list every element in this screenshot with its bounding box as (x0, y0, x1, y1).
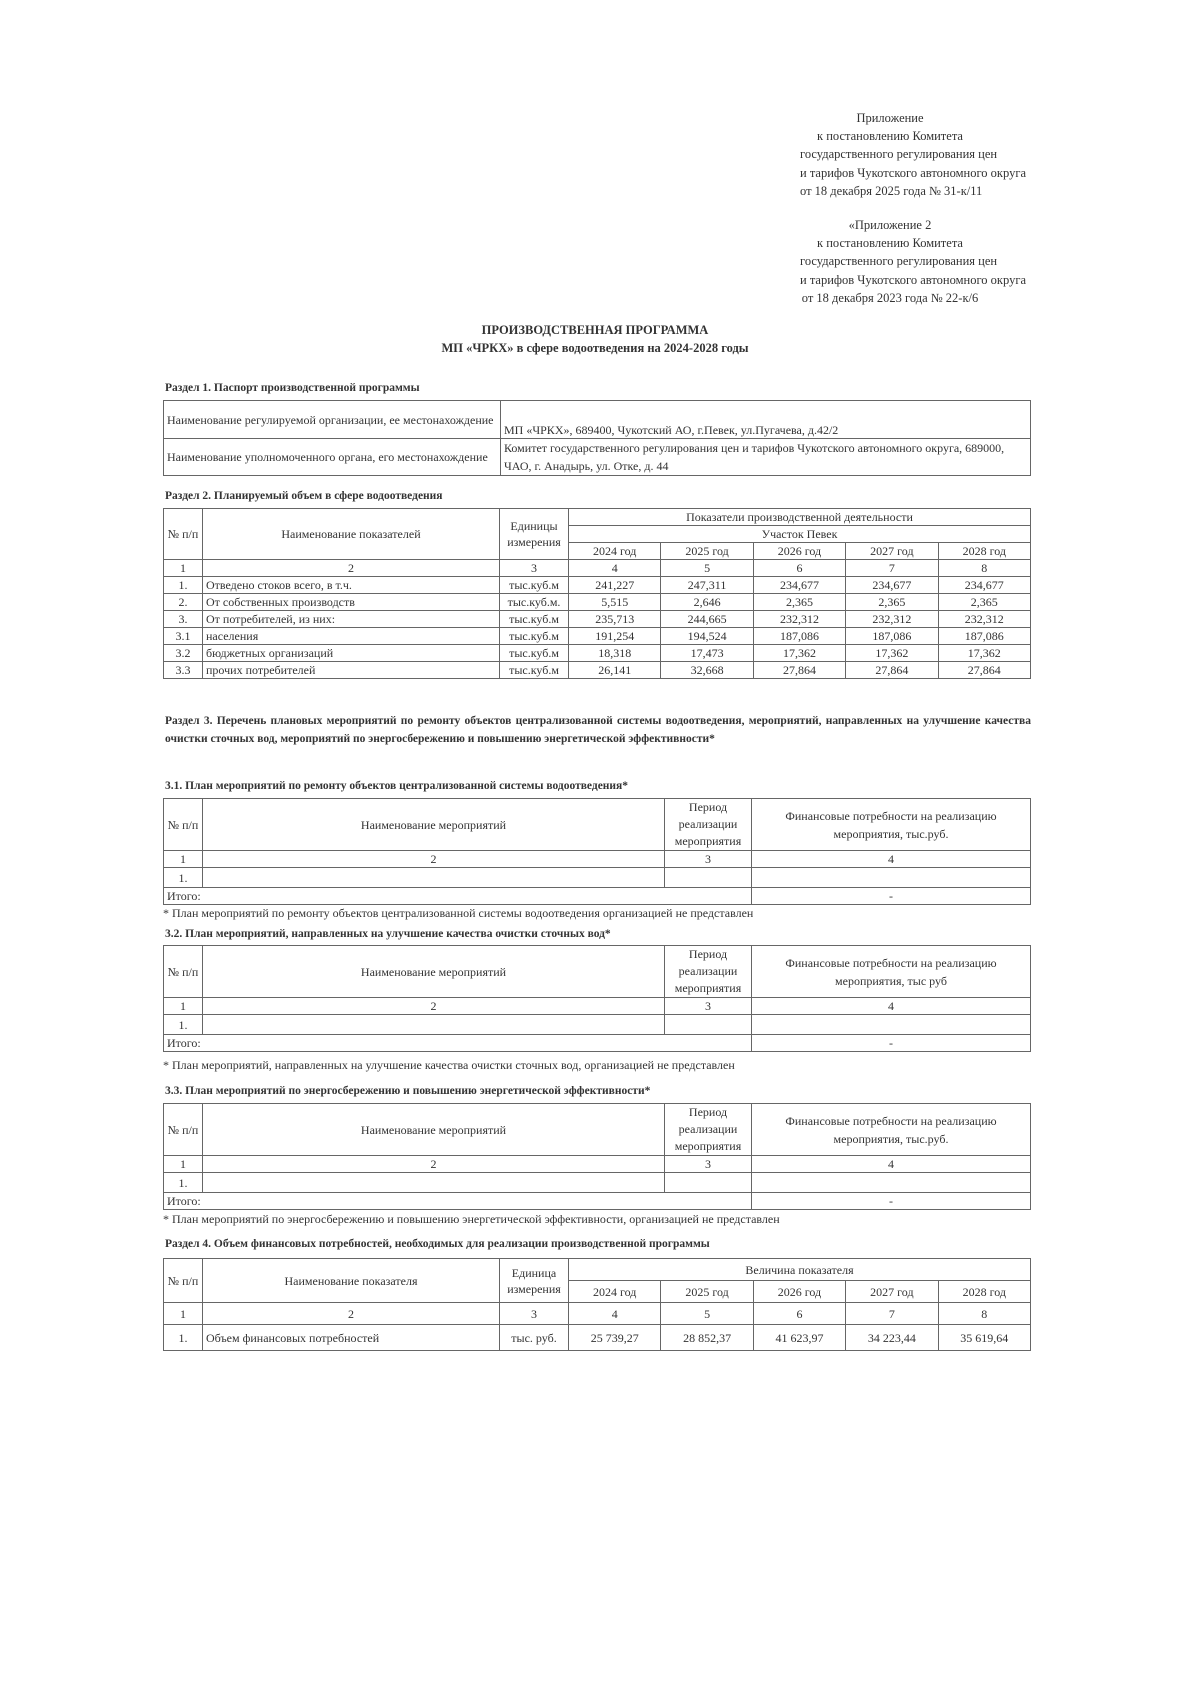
measures-table (163, 798, 1031, 905)
cell: 34 223,44 (846, 1325, 938, 1351)
column-number: 3 (665, 1156, 752, 1173)
cell: 35 619,64 (938, 1325, 1030, 1351)
column-number: 2 (203, 560, 500, 577)
cell: 187,086 (753, 628, 845, 645)
cell: МП «ЧРКХ», 689400, Чукотский АО, г.Певек, ул.Пугачева, д.42/2 (501, 401, 1031, 439)
column-number: 1 (164, 1156, 203, 1173)
column-number: 6 (753, 1303, 845, 1325)
total-value: - (752, 1035, 1031, 1052)
table-row (164, 662, 1031, 679)
cell: 2,646 (661, 594, 753, 611)
title-line: ПРОИЗВОДСТВЕННАЯ ПРОГРАММА (481, 323, 709, 337)
table-row (164, 645, 1031, 662)
year-header: 2027 год (846, 1281, 938, 1303)
cell: 2. (164, 594, 203, 611)
column-number: 1 (164, 851, 203, 868)
cell: 2,365 (846, 594, 938, 611)
year-header: 2024 год (569, 1281, 661, 1303)
cell: 232,312 (938, 611, 1030, 628)
section4-heading: Раздел 4. Объем финансовых потребностей, необходимых для реализации производственной программы (165, 1238, 710, 1250)
column-number: 2 (203, 851, 665, 868)
header-cell: № п/п (164, 946, 203, 998)
cell: тыс.куб.м (500, 662, 569, 679)
header-cell: Участок Певек (569, 526, 1031, 543)
cell: 2,365 (938, 594, 1030, 611)
column-number: 5 (661, 560, 753, 577)
column-number: 2 (203, 998, 665, 1015)
cell: 191,254 (569, 628, 661, 645)
cell: 194,524 (661, 628, 753, 645)
column-number: 3 (665, 998, 752, 1015)
cell: 1. (164, 868, 203, 888)
cell: 187,086 (938, 628, 1030, 645)
year-header: 2025 год (661, 1281, 753, 1303)
cell: От собственных производств (203, 594, 500, 611)
cell: 28 852,37 (661, 1325, 753, 1351)
appendix-line: от 18 декабря 2025 года № 31-к/11 (800, 183, 983, 198)
column-number: 4 (752, 1156, 1031, 1173)
cell (665, 1015, 752, 1035)
appendix-line: от 18 декабря 2023 года № 22-к/6 (801, 290, 979, 305)
header-cell: Величина показателя (569, 1259, 1031, 1281)
cell (203, 868, 665, 888)
passport-table (163, 400, 1031, 476)
appendix-line: «Приложение 2 (848, 218, 932, 232)
cell: 232,312 (846, 611, 938, 628)
column-number: 1 (164, 998, 203, 1015)
finance-table (163, 1258, 1031, 1351)
table-row (164, 628, 1031, 645)
cell: 234,677 (753, 577, 845, 594)
cell: Наименование уполномоченного органа, его местонахождение (164, 439, 501, 476)
cell: 27,864 (753, 662, 845, 679)
cell: 17,362 (753, 645, 845, 662)
footnote: * План мероприятий по ремонту объектов централизованной системы водоотведения организацией не представлен (163, 906, 754, 920)
cell: тыс.куб.м (500, 611, 569, 628)
header-cell: Единица измерения (500, 1259, 569, 1303)
column-number: 8 (938, 1303, 1030, 1325)
cell: 1. (164, 1325, 203, 1351)
column-number: 4 (752, 851, 1031, 868)
cell: 234,677 (938, 577, 1030, 594)
cell: 26,141 (569, 662, 661, 679)
header-cell: № п/п (164, 1259, 203, 1303)
cell: 244,665 (661, 611, 753, 628)
column-number: 2 (203, 1303, 500, 1325)
appendix2-header (800, 216, 1026, 307)
cell: 241,227 (569, 577, 661, 594)
volume-table (163, 508, 1031, 679)
subsection-heading: 3.1. План мероприятий по ремонту объектов централизованной системы водоотведения* (165, 780, 629, 792)
header-cell: Период реализации мероприятия (665, 946, 752, 998)
appendix-header (800, 109, 1026, 200)
appendix-line: государственного регулирования цен (800, 254, 998, 269)
cell: 27,864 (846, 662, 938, 679)
total-label: Итого: (164, 888, 752, 905)
column-number: 7 (846, 1303, 938, 1325)
header-cell: Показатели производственной деятельности (569, 509, 1031, 526)
cell: тыс.куб.м (500, 577, 569, 594)
header-cell: Единицы измерения (500, 509, 569, 560)
section1-heading: Раздел 1. Паспорт производственной программы (165, 382, 420, 394)
appendix-line: Приложение (856, 111, 924, 125)
cell: населения (203, 628, 500, 645)
header-cell: Финансовые потребности на реализацию мероприятия, тыс.руб. (752, 1104, 1031, 1156)
cell: 3. (164, 611, 203, 628)
header-cell: № п/п (164, 509, 203, 560)
column-number: 7 (846, 560, 938, 577)
measures-table (163, 945, 1031, 1052)
cell (203, 1173, 665, 1193)
year-header: 2026 год (753, 1281, 845, 1303)
cell: тыс.куб.м (500, 628, 569, 645)
header-cell: Наименование мероприятий (203, 946, 665, 998)
section2-heading: Раздел 2. Планируемый объем в сфере водоотведения (165, 490, 443, 502)
header-cell: Финансовые потребности на реализацию мероприятия, тыс.руб. (752, 799, 1031, 851)
cell: 3.3 (164, 662, 203, 679)
cell (752, 868, 1031, 888)
subsection-heading: 3.3. План мероприятий по энергосбережению и повышению энергетической эффективности* (165, 1085, 651, 1097)
header-cell: Наименование мероприятий (203, 799, 665, 851)
appendix-line: к постановлению Комитета (817, 129, 963, 144)
cell: 17,473 (661, 645, 753, 662)
cell: 18,318 (569, 645, 661, 662)
cell: 17,362 (938, 645, 1030, 662)
document-title (160, 321, 1030, 357)
appendix-line: к постановлению Комитета (817, 236, 963, 251)
cell: Объем финансовых потребностей (203, 1325, 500, 1351)
measures-table (163, 1103, 1031, 1210)
cell: 232,312 (753, 611, 845, 628)
cell: 3.2 (164, 645, 203, 662)
cell: 41 623,97 (753, 1325, 845, 1351)
cell (665, 868, 752, 888)
cell: 3.1 (164, 628, 203, 645)
cell: 2,365 (753, 594, 845, 611)
cell: 32,668 (661, 662, 753, 679)
cell: 234,677 (846, 577, 938, 594)
cell: 1. (164, 1173, 203, 1193)
cell: 27,864 (938, 662, 1030, 679)
appendix-line: государственного регулирования цен (800, 147, 998, 162)
total-label: Итого: (164, 1035, 752, 1052)
cell: Наименование регулируемой организации, ее местонахождение (164, 401, 501, 439)
year-header: 2024 год (569, 543, 661, 560)
cell: От потребителей, из них: (203, 611, 500, 628)
year-header: 2028 год (938, 543, 1030, 560)
footnote: * План мероприятий, направленных на улучшение качества очистки сточных вод, организацией не представлен (163, 1058, 735, 1072)
cell: тыс. руб. (500, 1325, 569, 1351)
cell: тыс.куб.м. (500, 594, 569, 611)
header-cell: Наименование показателя (203, 1259, 500, 1303)
column-number: 6 (753, 560, 845, 577)
appendix-line: и тарифов Чукотского автономного округа (800, 272, 1026, 287)
column-number: 3 (665, 851, 752, 868)
cell: 187,086 (846, 628, 938, 645)
section3-heading: Раздел 3. Перечень плановых мероприятий по ремонту объектов централизованной системы водоотведения, мероприятий, направленных на улучшение качества очистки сточных вод, мероприятий по энергосбережению и повышению энергетической эффективности* (165, 715, 1031, 745)
cell: прочих потребителей (203, 662, 500, 679)
year-header: 2025 год (661, 543, 753, 560)
footnote: * План мероприятий по энергосбережению и повышению энергетической эффективности, организацией не представлен (163, 1212, 780, 1226)
cell: 247,311 (661, 577, 753, 594)
header-cell: Наименование мероприятий (203, 1104, 665, 1156)
column-number: 8 (938, 560, 1030, 577)
cell: тыс.куб.м (500, 645, 569, 662)
cell: 17,362 (846, 645, 938, 662)
cell (752, 1015, 1031, 1035)
header-cell: Финансовые потребности на реализацию мероприятия, тыс руб (752, 946, 1031, 998)
cell: бюджетных организаций (203, 645, 500, 662)
table-row (164, 594, 1031, 611)
total-value: - (752, 1193, 1031, 1210)
cell: 235,713 (569, 611, 661, 628)
column-number: 3 (500, 560, 569, 577)
column-number: 1 (164, 1303, 203, 1325)
cell (752, 1173, 1031, 1193)
total-value: - (752, 888, 1031, 905)
header-cell: Наименование показателей (203, 509, 500, 560)
year-header: 2026 год (753, 543, 845, 560)
cell (665, 1173, 752, 1193)
cell: 25 739,27 (569, 1325, 661, 1351)
title-line: МП «ЧРКХ» в сфере водоотведения на 2024-2028 годы (441, 341, 749, 355)
header-cell: № п/п (164, 799, 203, 851)
table-row (164, 611, 1031, 628)
header-cell: № п/п (164, 1104, 203, 1156)
column-number: 4 (752, 998, 1031, 1015)
cell (203, 1015, 665, 1035)
appendix-line: и тарифов Чукотского автономного округа (800, 165, 1026, 180)
cell: 1. (164, 1015, 203, 1035)
column-number: 2 (203, 1156, 665, 1173)
cell: 1. (164, 577, 203, 594)
header-cell: Период реализации мероприятия (665, 1104, 752, 1156)
column-number: 4 (569, 1303, 661, 1325)
total-label: Итого: (164, 1193, 752, 1210)
cell: Отведено стоков всего, в т.ч. (203, 577, 500, 594)
header-cell: Период реализации мероприятия (665, 799, 752, 851)
year-header: 2028 год (938, 1281, 1030, 1303)
cell: Комитет государственного регулирования цен и тарифов Чукотского автономного округа, 689000, ЧАО, г. Анадырь, ул. Отке, д. 44 (501, 439, 1031, 476)
column-number: 5 (661, 1303, 753, 1325)
year-header: 2027 год (846, 543, 938, 560)
column-number: 3 (500, 1303, 569, 1325)
subsection-heading: 3.2. План мероприятий, направленных на улучшение качества очистки сточных вод* (165, 928, 611, 940)
cell: 5,515 (569, 594, 661, 611)
table-row (164, 577, 1031, 594)
column-number: 1 (164, 560, 203, 577)
column-number: 4 (569, 560, 661, 577)
